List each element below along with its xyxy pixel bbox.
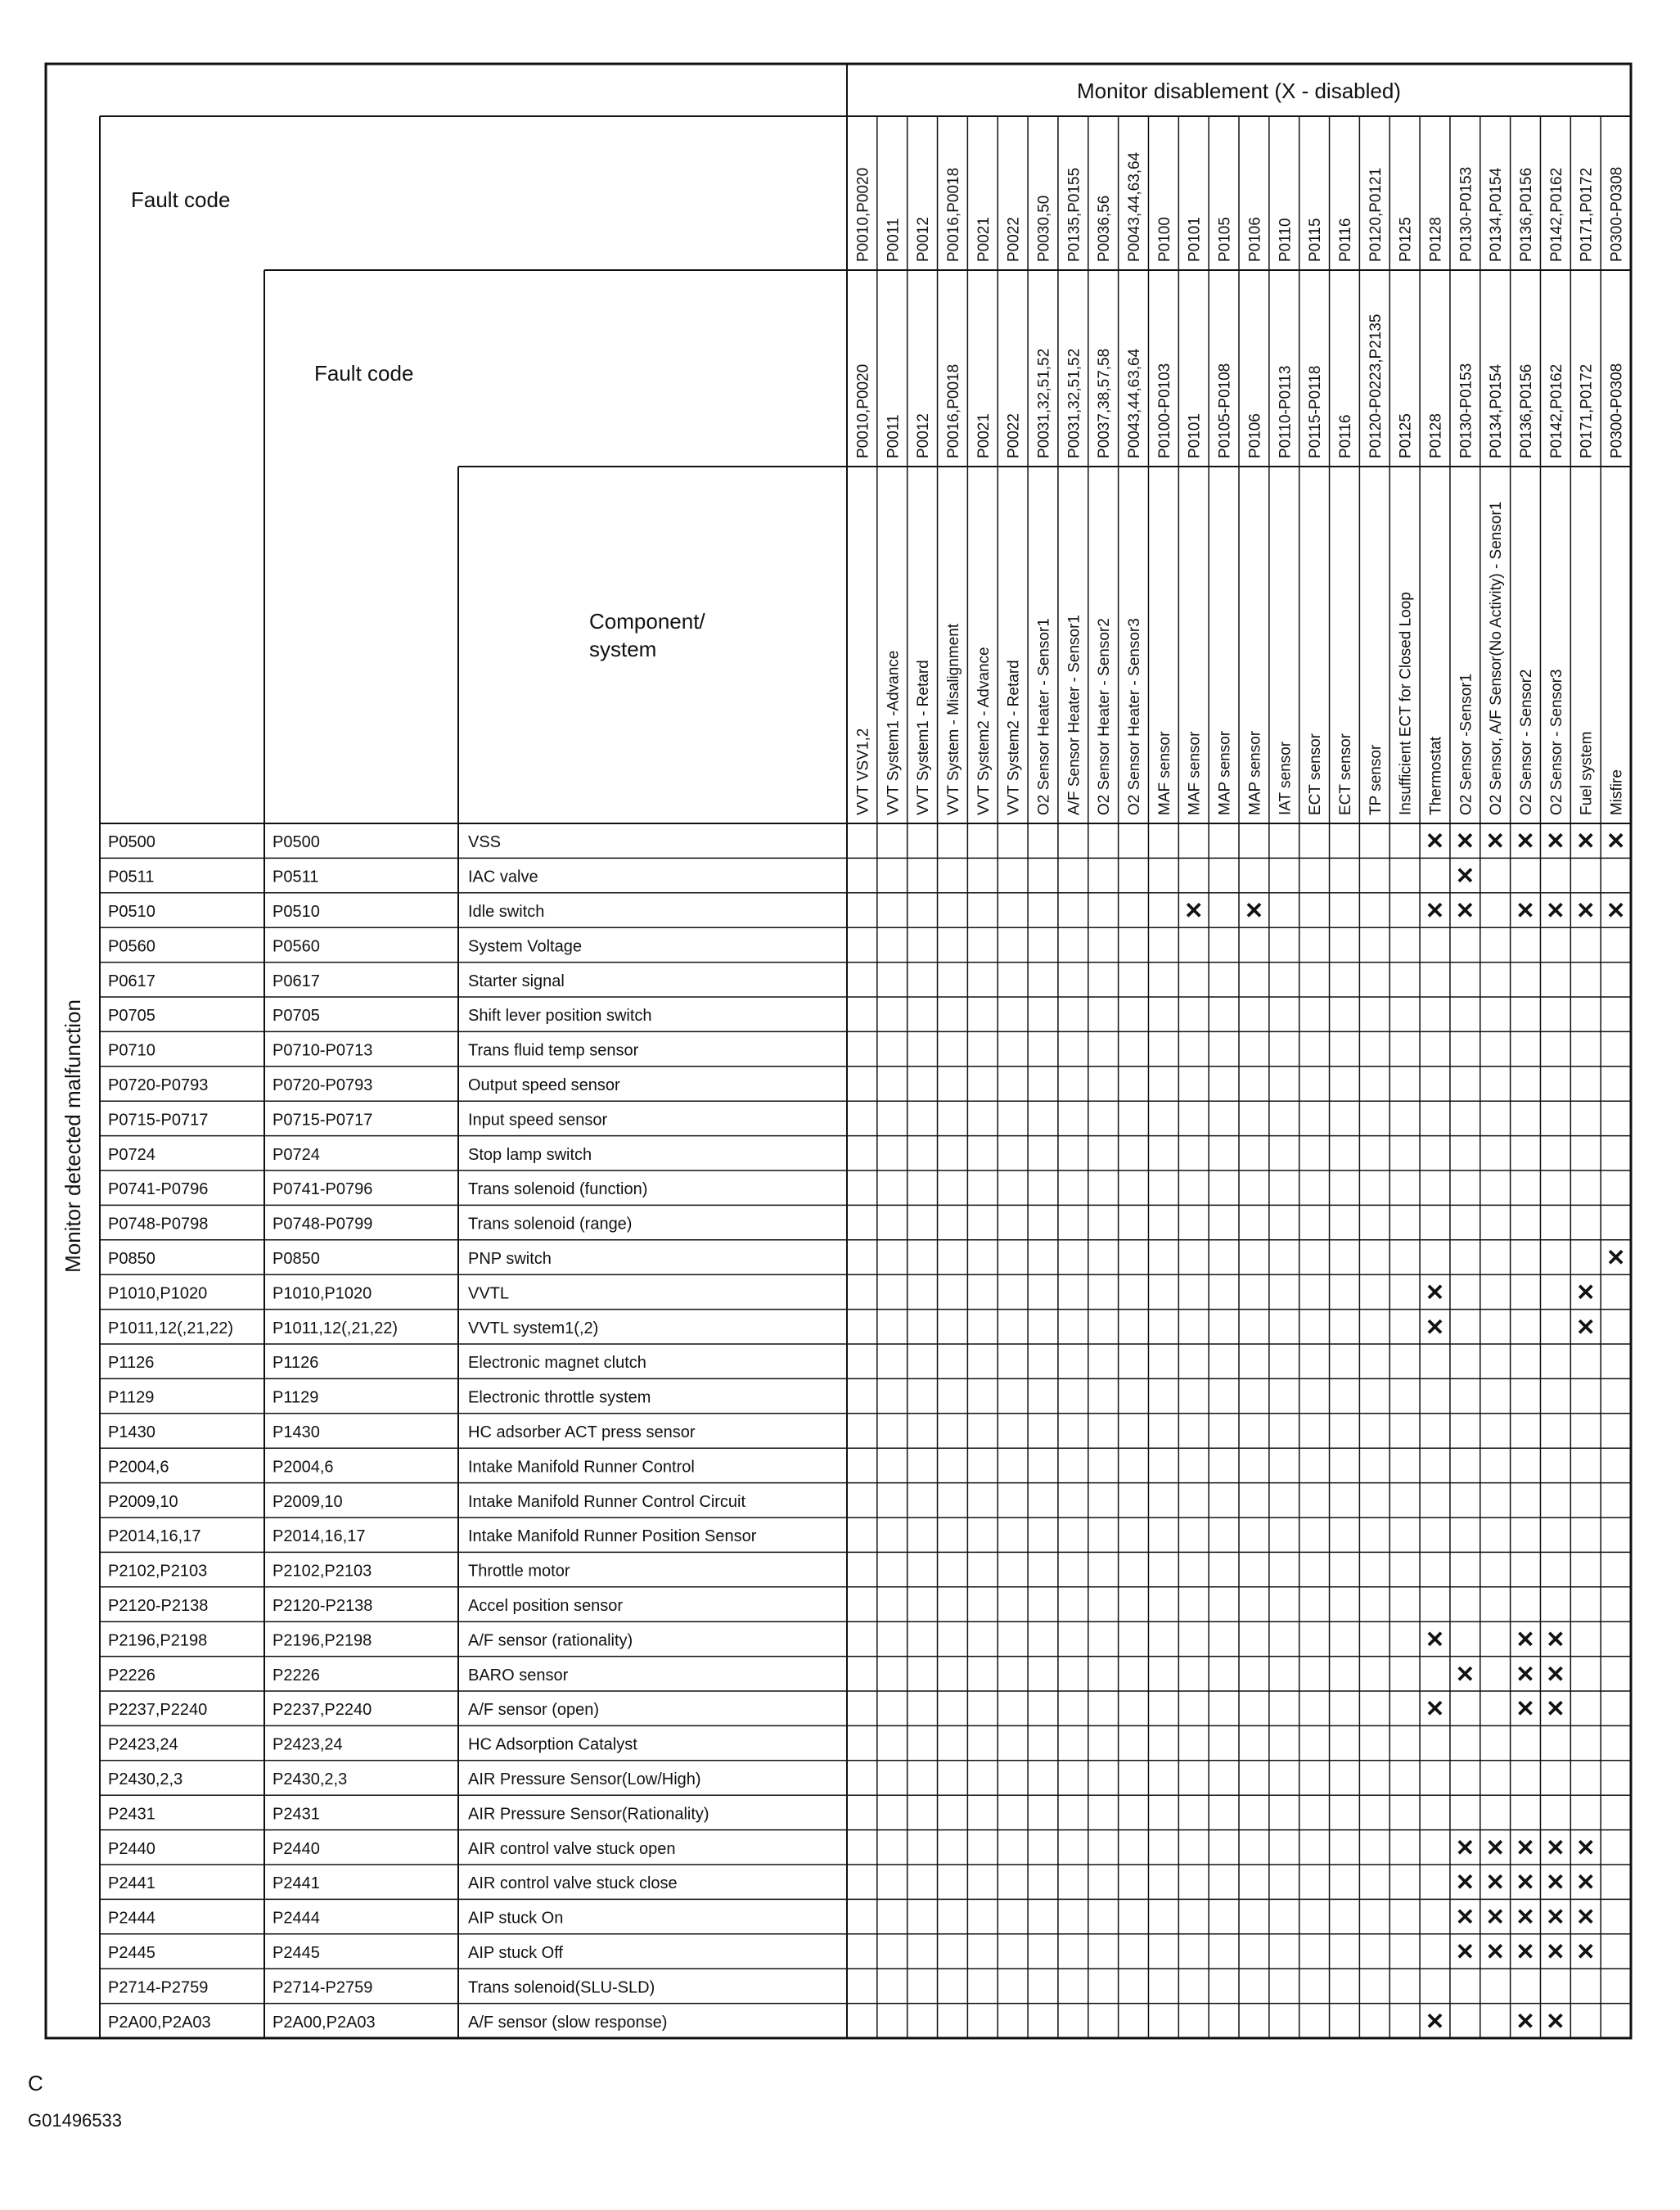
row-code-1: P2445	[108, 1944, 155, 1962]
row-component: AIR Pressure Sensor(Low/High)	[468, 1770, 701, 1788]
disabled-mark: ✕	[1455, 1904, 1475, 1930]
row-code-2: P2423,24	[272, 1735, 343, 1754]
component-label	[589, 609, 705, 661]
column-code-1: P0100	[1155, 217, 1173, 262]
column-code-1: P0115	[1307, 218, 1325, 262]
row-code-2: P0720-P0793	[272, 1076, 373, 1094]
column-code-2: P0134,P0154	[1488, 363, 1506, 458]
disabled-mark: ✕	[1546, 828, 1565, 855]
row-component: Trans fluid temp sensor	[468, 1041, 639, 1060]
disabled-mark: ✕	[1425, 1279, 1445, 1306]
row-component: BARO sensor	[468, 1666, 569, 1685]
row-code-2: P2431	[272, 1805, 320, 1824]
row-code-2: P2102,P2103	[272, 1562, 372, 1581]
row-component: Intake Manifold Runner Control	[468, 1458, 695, 1477]
disabled-mark: ✕	[1485, 1904, 1505, 1930]
column-code-1: P0101	[1186, 217, 1204, 262]
row-code-1: P0720-P0793	[108, 1076, 209, 1094]
row-code-1: P1430	[108, 1423, 155, 1441]
row-component: A/F sensor (slow response)	[468, 2013, 668, 2032]
row-component: Stop lamp switch	[468, 1145, 592, 1164]
disabled-mark: ✕	[1485, 828, 1505, 855]
disabled-mark: ✕	[1546, 1834, 1565, 1860]
row-component: Accel position sensor	[468, 1597, 623, 1615]
column-component-name: Fuel system	[1578, 731, 1596, 815]
row-component: IAC valve	[468, 868, 538, 886]
row-code-2: P0850	[272, 1250, 320, 1268]
column-component-name: O2 Sensor - Sensor2	[1518, 669, 1536, 815]
column-code-1: P0134,P0154	[1488, 167, 1506, 262]
row-component: Input speed sensor	[468, 1111, 608, 1130]
disabled-mark: ✕	[1516, 1834, 1535, 1860]
column-component-name: MAF sensor	[1186, 731, 1204, 815]
column-component-name: ECT sensor	[1307, 733, 1325, 815]
disabled-mark: ✕	[1546, 2008, 1565, 2034]
column-code-2: P0031,32,51,52	[1065, 348, 1083, 458]
row-component: Starter signal	[468, 972, 565, 990]
row-code-2: P2441	[272, 1874, 320, 1893]
row-code-1: P0560	[108, 937, 155, 956]
row-code-2: P2226	[272, 1666, 320, 1685]
row-component: System Voltage	[468, 937, 582, 956]
footer-letter: C	[28, 2071, 43, 2095]
column-code-2: P0120-P0223,P2135	[1367, 313, 1385, 458]
row-component: Trans solenoid (function)	[468, 1180, 648, 1199]
column-code-1: P0110	[1277, 218, 1295, 262]
disabled-mark: ✕	[1425, 2008, 1445, 2034]
row-code-1: P2120-P2138	[108, 1597, 209, 1615]
column-code-2: P0101	[1186, 413, 1204, 458]
disabled-mark: ✕	[1575, 1869, 1596, 1896]
row-code-2: P1129	[272, 1388, 319, 1407]
disabled-mark: ✕	[1516, 1661, 1535, 1687]
column-code-2: P0142,P0162	[1547, 363, 1565, 458]
column-component-name: O2 Sensor Heater - Sensor3	[1126, 618, 1144, 815]
row-component: AIR control valve stuck open	[468, 1839, 676, 1858]
disabled-mark: ✕	[1244, 898, 1264, 923]
column-code-2: P0031,32,51,52	[1035, 348, 1053, 458]
column-code-2: P0128	[1427, 413, 1445, 458]
column-code-1: P0136,P0156	[1518, 167, 1536, 262]
column-code-2: P0115-P0118	[1307, 365, 1325, 458]
column-component-name: VVT System2 - Advance	[975, 647, 993, 815]
row-code-1: P0748-P0798	[108, 1215, 209, 1234]
column-code-1: P0010,P0020	[854, 167, 872, 262]
disabled-mark: ✕	[1455, 863, 1475, 889]
row-code-2: P0710-P0713	[272, 1041, 373, 1060]
row-code-1: P0617	[108, 972, 155, 990]
row-code-2: P0715-P0717	[272, 1111, 373, 1130]
column-code-2: P0130-P0153	[1457, 363, 1475, 458]
disabled-mark: ✕	[1455, 1869, 1475, 1896]
row-code-2: P2014,16,17	[272, 1527, 366, 1546]
row-component: VVTL	[468, 1284, 510, 1303]
disabled-mark: ✕	[1516, 2008, 1535, 2034]
row-code-2: P0500	[272, 833, 320, 852]
column-code-1: P0105	[1216, 217, 1234, 262]
disabled-mark: ✕	[1575, 898, 1596, 923]
column-code-1: P0106	[1246, 217, 1264, 262]
disabled-mark: ✕	[1425, 1626, 1445, 1653]
column-code-1: P0125	[1397, 217, 1415, 262]
row-code-2: P0748-P0799	[272, 1215, 373, 1234]
column-code-2: P0105-P0108	[1216, 363, 1234, 458]
disabled-mark: ✕	[1485, 1834, 1505, 1860]
row-code-1: P2004,6	[108, 1458, 169, 1477]
column-code-2: P0100-P0103	[1155, 363, 1173, 458]
disabled-mark: ✕	[1546, 1696, 1565, 1722]
row-code-1: P2237,P2240	[108, 1701, 208, 1720]
row-code-2: P0560	[272, 937, 320, 956]
column-component-name: Misfire	[1608, 769, 1626, 815]
column-code-1: P0120,P0121	[1367, 167, 1385, 262]
disabled-mark: ✕	[1455, 828, 1475, 855]
disabled-mark: ✕	[1183, 898, 1204, 923]
row-code-2: P2196,P2198	[272, 1631, 372, 1650]
column-component-name: ECT sensor	[1336, 733, 1354, 815]
column-component-name: VVT System1 - Retard	[915, 660, 933, 815]
disabled-mark: ✕	[1425, 898, 1445, 923]
row-code-2: P2A00,P2A03	[272, 2013, 376, 2032]
row-component: HC adsorber ACT press sensor	[468, 1423, 696, 1441]
row-code-2: P0741-P0796	[272, 1180, 373, 1199]
column-code-1: P0011	[885, 218, 903, 262]
column-component-name: VVT VSV1,2	[854, 728, 872, 815]
column-component-name: O2 Sensor Heater - Sensor2	[1096, 618, 1114, 815]
disabled-mark: ✕	[1485, 1869, 1505, 1896]
disabled-mark: ✕	[1546, 1904, 1565, 1930]
column-code-2: P0010,P0020	[854, 363, 872, 458]
row-code-2: P2009,10	[272, 1492, 343, 1511]
row-code-1: P1126	[108, 1354, 155, 1373]
row-code-2: P0617	[272, 972, 320, 990]
column-code-1: P0171,P0172	[1578, 167, 1596, 262]
disabled-mark: ✕	[1546, 898, 1565, 923]
disabled-mark: ✕	[1575, 1904, 1596, 1930]
disabled-mark: ✕	[1575, 1834, 1596, 1860]
row-component: Throttle motor	[468, 1562, 570, 1581]
row-code-2: P1430	[272, 1423, 320, 1441]
disabled-mark: ✕	[1455, 898, 1475, 923]
column-code-1: P0130-P0153	[1457, 166, 1475, 262]
column-code-2: P0012	[915, 413, 933, 458]
row-code-1: P2431	[108, 1805, 155, 1824]
disabled-mark: ✕	[1516, 1869, 1535, 1896]
column-code-1: P0043,44,63,64	[1126, 151, 1144, 262]
column-code-1: P0300-P0308	[1608, 166, 1626, 262]
disabled-mark: ✕	[1516, 1904, 1535, 1930]
figure-id: G01496533	[28, 2110, 122, 2131]
column-component-name: Thermostat	[1427, 736, 1445, 815]
disabled-mark: ✕	[1546, 1626, 1565, 1653]
column-component-name: IAT sensor	[1277, 741, 1295, 815]
disabled-mark: ✕	[1546, 1661, 1565, 1687]
row-code-1: P0710	[108, 1041, 155, 1060]
row-code-1: P2102,P2103	[108, 1562, 208, 1581]
row-code-1: P2714-P2759	[108, 1978, 209, 1997]
row-code-1: P0500	[108, 833, 155, 852]
row-code-1: P2009,10	[108, 1492, 178, 1511]
disabled-mark: ✕	[1455, 1661, 1475, 1687]
disabled-mark: ✕	[1516, 828, 1535, 855]
row-component: Intake Manifold Runner Control Circuit	[468, 1492, 746, 1511]
column-code-1: P0036,56	[1096, 195, 1114, 262]
column-component-name: O2 Sensor Heater - Sensor1	[1035, 618, 1053, 815]
row-code-1: P2196,P2198	[108, 1631, 208, 1650]
column-component-name: O2 Sensor, A/F Sensor(No Activity) - Sensor1	[1488, 501, 1506, 815]
column-code-2: P0037,38,57,58	[1096, 348, 1114, 458]
disabled-mark: ✕	[1516, 898, 1535, 923]
row-component: Electronic magnet clutch	[468, 1354, 646, 1373]
column-code-2: P0021	[975, 413, 993, 458]
row-code-1: P0705	[108, 1007, 155, 1026]
column-component-name: O2 Sensor -Sensor1	[1457, 673, 1475, 815]
column-component-name: MAF sensor	[1155, 731, 1173, 815]
row-component: A/F sensor (open)	[468, 1701, 600, 1720]
row-code-1: P0850	[108, 1250, 155, 1268]
column-code-1: P0022	[1005, 217, 1023, 262]
column-component-name: MAP sensor	[1246, 730, 1264, 815]
row-component: Intake Manifold Runner Position Sensor	[468, 1527, 757, 1546]
column-code-2: P0136,P0156	[1518, 363, 1536, 458]
disabled-mark: ✕	[1516, 1626, 1535, 1653]
row-code-1: P0511	[108, 868, 155, 886]
column-component-name: VVT System1 -Advance	[885, 650, 903, 815]
column-code-2: P0043,44,63,64	[1126, 348, 1144, 458]
row-code-2: P2120-P2138	[272, 1597, 373, 1615]
row-code-2: P1011,12(,21,22)	[272, 1319, 399, 1337]
disabled-mark: ✕	[1485, 1939, 1505, 1964]
row-code-2: P0510	[272, 903, 320, 921]
column-component-name: O2 Sensor - Sensor3	[1547, 669, 1565, 815]
row-code-1: P2226	[108, 1666, 155, 1685]
row-code-2: P2430,2,3	[272, 1770, 348, 1788]
row-code-2: P0705	[272, 1007, 320, 1026]
row-code-1: P1129	[108, 1388, 155, 1407]
row-code-2: P2440	[272, 1839, 320, 1858]
row-component: AIP stuck On	[468, 1909, 564, 1928]
column-code-2: P0110-P0113	[1277, 365, 1295, 458]
row-code-2: P1126	[272, 1354, 319, 1373]
row-component: HC Adsorption Catalyst	[468, 1735, 637, 1754]
disabled-mark: ✕	[1606, 1245, 1626, 1270]
row-code-1: P1011,12(,21,22)	[108, 1319, 234, 1337]
disabled-mark: ✕	[1546, 1939, 1565, 1964]
disabled-mark: ✕	[1516, 1696, 1535, 1722]
column-code-2: P0116	[1336, 414, 1354, 458]
column-code-2: P0016,P0018	[944, 363, 962, 458]
row-code-2: P2444	[272, 1909, 320, 1928]
row-component: Idle switch	[468, 903, 545, 921]
column-component-name: VVT System - Misalignment	[944, 623, 962, 815]
row-component: Output speed sensor	[468, 1076, 620, 1094]
disabled-mark: ✕	[1425, 1314, 1445, 1340]
disabled-mark: ✕	[1516, 1939, 1535, 1964]
component-label-line: Component/	[589, 609, 705, 634]
row-code-1: P0724	[108, 1145, 155, 1164]
disabled-mark: ✕	[1455, 1939, 1475, 1964]
column-code-1: P0012	[915, 217, 933, 262]
column-code-2: P0300-P0308	[1608, 363, 1626, 458]
side-label: Monitor detected malfunction	[61, 999, 85, 1273]
row-code-1: P2014,16,17	[108, 1527, 201, 1546]
row-code-1: P2423,24	[108, 1735, 178, 1754]
disabled-mark: ✕	[1425, 828, 1445, 855]
column-code-1: P0128	[1427, 217, 1445, 262]
row-component: Electronic throttle system	[468, 1388, 651, 1407]
fault-code-label-1: Fault code	[131, 187, 231, 212]
row-code-2: P2004,6	[272, 1458, 334, 1477]
row-code-1: P0715-P0717	[108, 1111, 209, 1130]
column-component-name: A/F Sensor Heater - Sensor1	[1065, 615, 1083, 815]
monitor-group-title: Monitor disablement (X - disabled)	[1077, 79, 1401, 103]
disabled-mark: ✕	[1575, 1314, 1596, 1340]
column-code-2: P0022	[1005, 413, 1023, 458]
column-component-name: Insufficient ECT for Closed Loop	[1397, 592, 1415, 815]
row-code-2: P2445	[272, 1944, 320, 1962]
row-code-2: P0724	[272, 1145, 320, 1164]
row-code-2: P0511	[272, 868, 319, 886]
row-component: AIR control valve stuck close	[468, 1874, 678, 1893]
row-component: A/F sensor (rationality)	[468, 1631, 633, 1650]
column-code-2: P0125	[1397, 413, 1415, 458]
row-code-1: P0741-P0796	[108, 1180, 209, 1199]
fault-code-label-2: Fault code	[314, 361, 414, 386]
row-code-1: P1010,P1020	[108, 1284, 208, 1303]
disabled-mark: ✕	[1575, 1939, 1596, 1964]
column-code-1: P0021	[975, 217, 993, 262]
disabled-mark: ✕	[1575, 828, 1596, 855]
column-code-2: P0171,P0172	[1578, 363, 1596, 458]
row-component: VSS	[468, 833, 502, 852]
row-code-2: P1010,P1020	[272, 1284, 372, 1303]
row-component: PNP switch	[468, 1250, 552, 1268]
column-code-1: P0030,50	[1035, 195, 1053, 262]
row-code-1: P2441	[108, 1874, 155, 1893]
disabled-mark: ✕	[1606, 898, 1626, 923]
disabled-mark: ✕	[1575, 1279, 1596, 1306]
disabled-mark: ✕	[1425, 1696, 1445, 1722]
row-code-1: P0510	[108, 903, 155, 921]
row-code-1: P2A00,P2A03	[108, 2013, 211, 2032]
column-code-1: P0135,P0155	[1065, 167, 1083, 262]
column-component-name: MAP sensor	[1216, 730, 1234, 815]
disabled-mark: ✕	[1606, 828, 1626, 855]
column-code-1: P0142,P0162	[1547, 167, 1565, 262]
row-code-2: P2714-P2759	[272, 1978, 373, 1997]
row-component: AIR Pressure Sensor(Rationality)	[468, 1805, 709, 1824]
row-code-1: P2440	[108, 1839, 155, 1858]
column-component-name: VVT System2 - Retard	[1005, 660, 1023, 815]
component-label-line: system	[589, 637, 657, 661]
column-code-2: P0106	[1246, 413, 1264, 458]
column-code-1: P0116	[1336, 218, 1354, 262]
row-code-2: P2237,P2240	[272, 1701, 372, 1720]
row-component: Trans solenoid(SLU-SLD)	[468, 1978, 655, 1997]
row-component: Trans solenoid (range)	[468, 1215, 633, 1234]
column-code-2: P0011	[885, 414, 903, 458]
disabled-mark: ✕	[1546, 1869, 1565, 1896]
disabled-mark: ✕	[1455, 1834, 1475, 1860]
row-component: VVTL system1(,2)	[468, 1319, 599, 1337]
row-code-1: P2430,2,3	[108, 1770, 183, 1788]
row-component: AIP stuck Off	[468, 1944, 563, 1962]
row-component: Shift lever position switch	[468, 1007, 652, 1026]
column-code-1: P0016,P0018	[944, 167, 962, 262]
row-code-1: P2444	[108, 1909, 155, 1928]
column-component-name: TP sensor	[1367, 744, 1385, 815]
